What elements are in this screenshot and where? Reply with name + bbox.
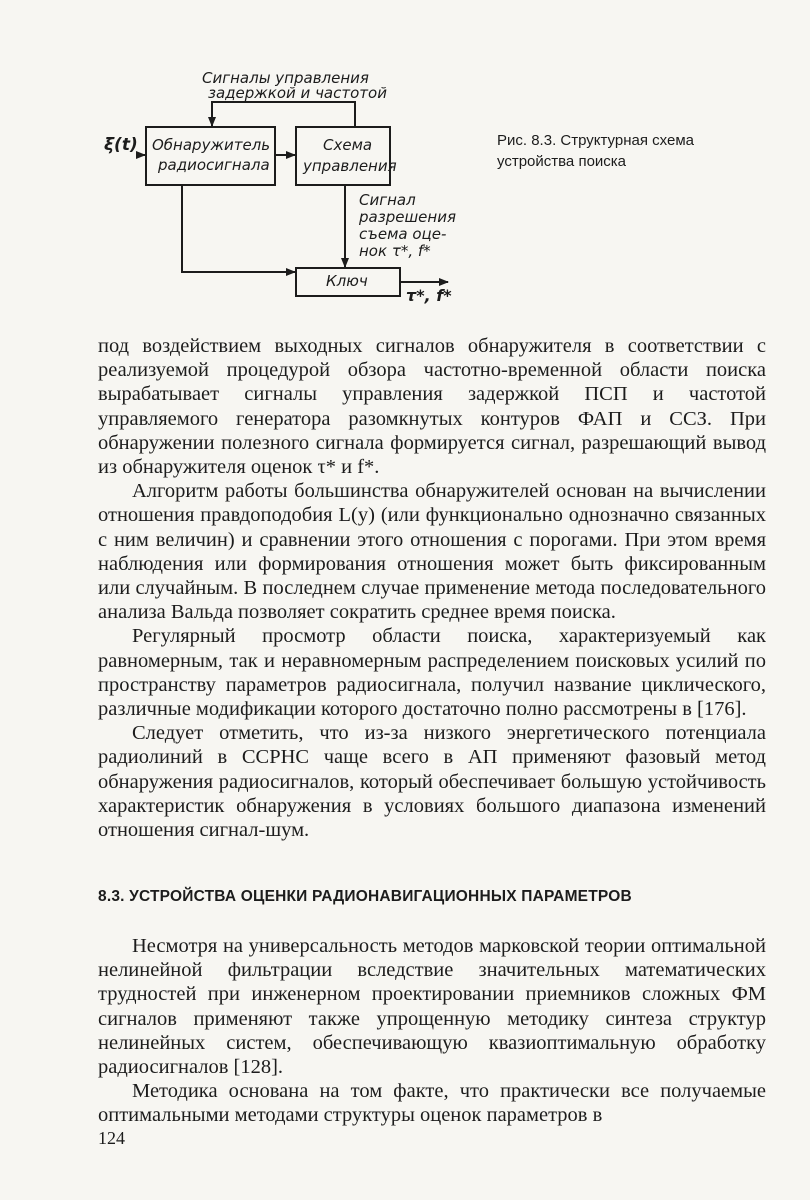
input-label: ξ(t) — [104, 135, 138, 155]
paragraph-1: под воздействием выходных сигналов обнаружителя в соответствии с реализуемой процедурой обзора частотно-временной области поиска вырабатывает сигналы управления задержкой ПСП и частотой управляемого генератора разомкнутых контуров ФАП и ССЗ. При обнаружении полезного сигнала формируется сигнал, разрешающий вывод из обнаружителя оценок τ* и f*. — [98, 335, 766, 479]
key-label: Ключ — [326, 272, 368, 290]
enable-label-line3: съема оце- — [359, 225, 447, 243]
enable-label-line2: разрешения — [359, 208, 456, 226]
section-paragraph-1: Несмотря на универсальность методов марковской теории оптимальной нелинейной фильтрации вследствие значительных математических трудностей при инженерном проектировании приемников сложных ФМ сигналов применяют также упрощенную методику синтеза структур нелинейных систем, обеспечивающую квазиоптимальную обработку радиосигналов [128]. — [98, 935, 766, 1079]
figure-8-3 — [0, 0, 810, 320]
detector-to-key-arrow — [182, 185, 295, 272]
enable-label-line4: нок τ*, f* — [359, 242, 431, 260]
detector-label-line1: Обнаружитель — [152, 136, 271, 154]
section-paragraph-2: Методика основана на том факте, что практически все получаемые оптимальными методами структуры оценок параметров в — [98, 1080, 766, 1127]
enable-label-line1: Сигнал — [359, 191, 416, 209]
page-number: 124 — [98, 1128, 125, 1148]
output-label: τ*, f* — [406, 286, 452, 305]
control-label-line1: Схема — [323, 136, 373, 154]
feedback-label-line1: Сигналы управления — [202, 69, 369, 87]
control-label-line2: управления — [303, 157, 397, 175]
section-heading: 8.3. УСТРОЙСТВА ОЦЕНКИ РАДИОНАВИГАЦИОННЫХ ПАРАМЕТРОВ — [98, 888, 632, 905]
paragraph-3: Регулярный просмотр области поиска, характеризуемый как равномерным, так и неравномерным распределением поисковых усилий по пространству параметров радиосигнала, получил название циклического, различные модификации которого достаточно полно рассмотрены в [176]. — [98, 625, 766, 721]
detector-label-line2: радиосигнала — [158, 156, 270, 174]
body-text — [98, 334, 766, 842]
figure-caption: Рис. 8.3. Структурная схема устройства поиска — [497, 132, 694, 170]
feedback-label-line2: задержкой и частотой — [208, 84, 387, 102]
section-text — [98, 934, 766, 1128]
feedback-arrow — [212, 102, 355, 127]
paragraph-2: Алгоритм работы большинства обнаружителей основан на вычислении отношения правдоподобия L(y) (или функционально однозначно связанных с ним величин) и сравнении этого отношения с порогами. При этом время наблюдения или формирования отношения может быть фиксированным или случайным. В последнем случае применение метода последовательного анализа Вальда позволяет сократить среднее время поиска. — [98, 480, 766, 624]
paragraph-4: Следует отметить, что из-за низкого энергетического потенциала радиолиний в ССРНС чаще всего в АП применяют фазовый метод обнаружения радиосигналов, который обеспечивает большую устойчивость характеристик обнаружения в условиях большого диапазона изменений отношения сигнал-шум. — [98, 722, 766, 842]
